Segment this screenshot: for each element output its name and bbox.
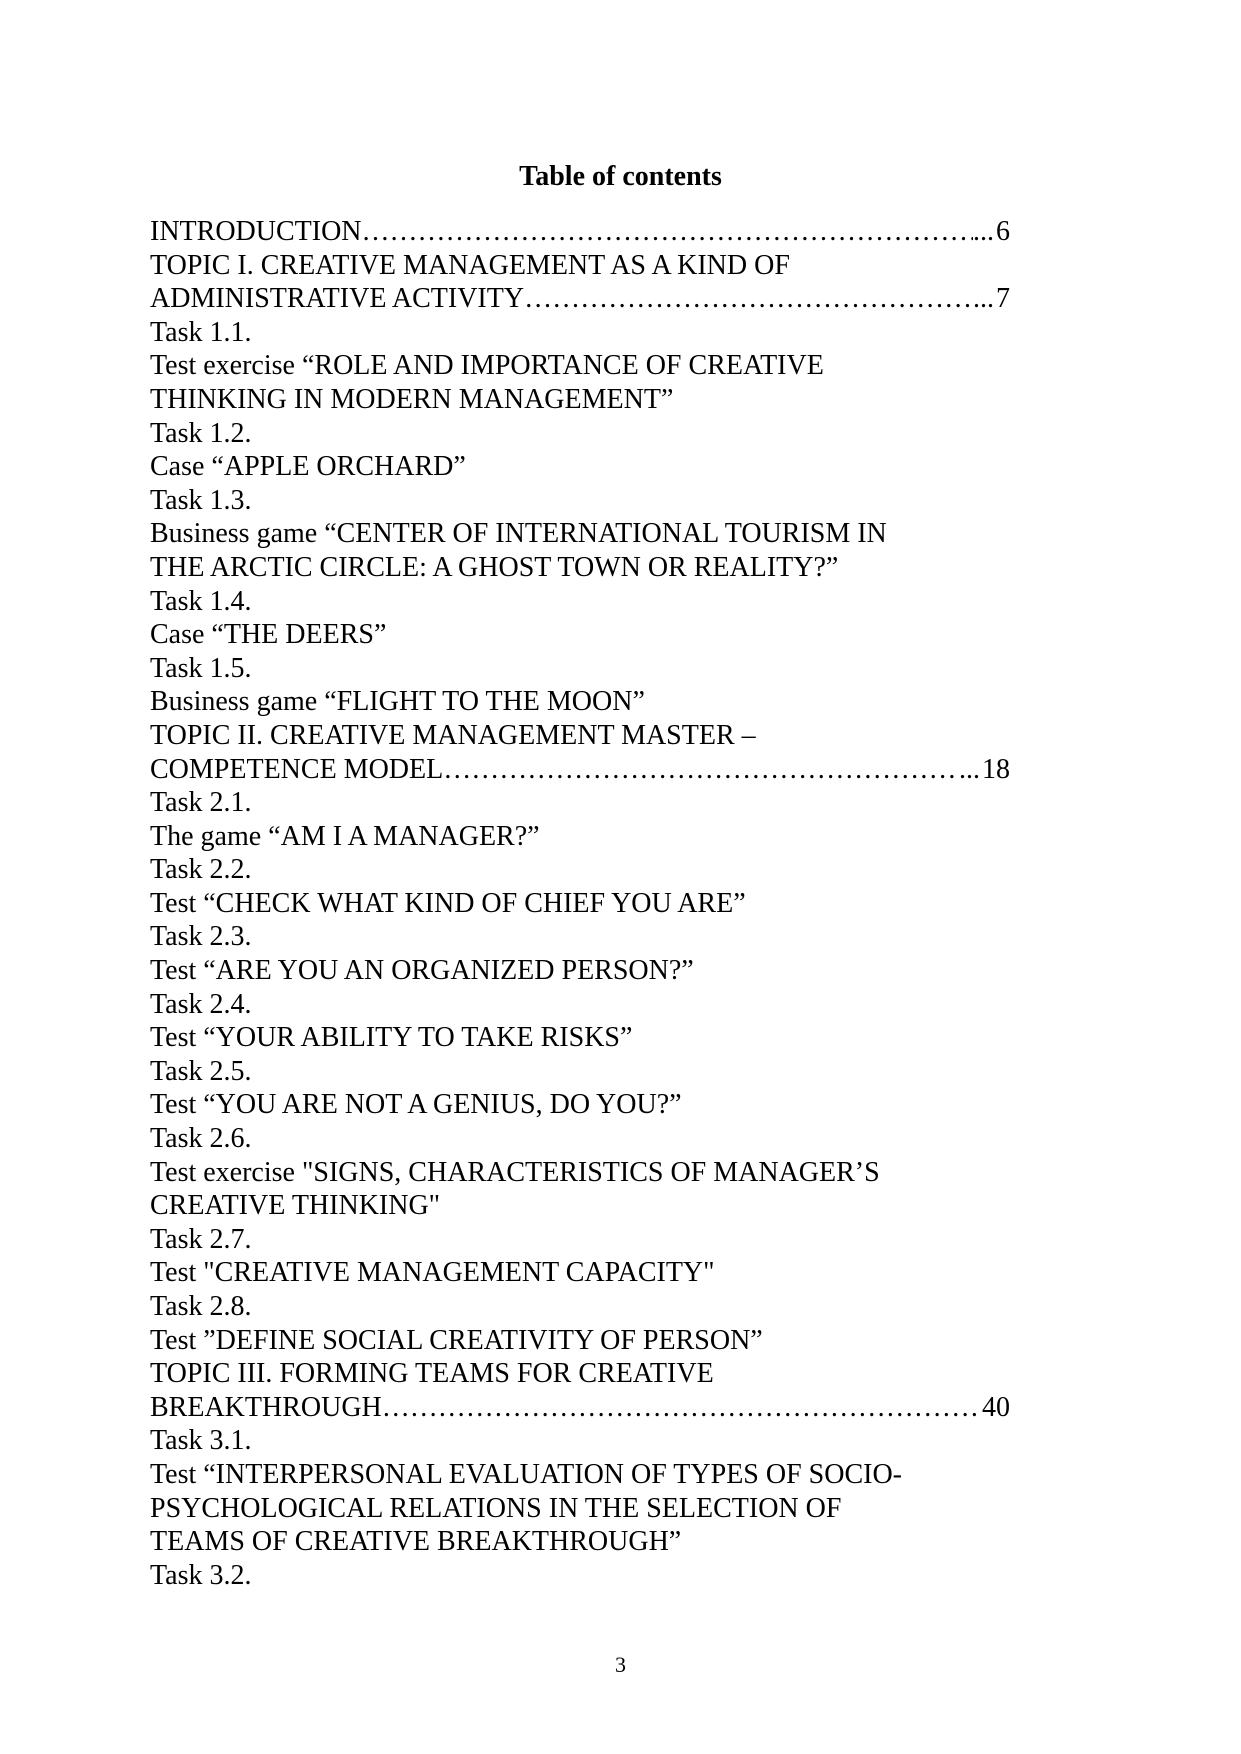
toc-line: Task 1.5.: [150, 652, 252, 684]
toc-line: Test “YOU ARE NOT A GENIUS, DO YOU?”: [150, 1089, 682, 1121]
toc-line: Task 1.2.: [150, 417, 252, 449]
toc-line: CREATIVE THINKING": [150, 1190, 441, 1222]
toc-entry-text: COMPETENCE MODEL: [150, 753, 444, 785]
dot-leader: [382, 1391, 980, 1425]
toc-line: The game “AM I A MANAGER?”: [150, 820, 540, 852]
toc-line: TOPIC II. CREATIVE MANAGEMENT MASTER –: [150, 719, 756, 751]
toc-line: Task 2.8.: [150, 1291, 252, 1322]
leader-end: ...: [973, 283, 994, 315]
toc-line: Task 2.3.: [150, 921, 252, 953]
toc-line: Test exercise “ROLE AND IMPORTANCE OF CREATIVE: [150, 350, 824, 382]
toc-page-number: 6: [996, 216, 1010, 247]
toc-page-number: 40: [982, 1391, 1010, 1423]
toc-line: Task 2.5.: [150, 1055, 252, 1087]
toc-line: PSYCHOLOGICAL RELATIONS IN THE SELECTION OF: [150, 1492, 842, 1524]
toc-page-number: 18: [982, 753, 1010, 785]
dot-leader: [362, 215, 973, 249]
toc-line: Test ”DEFINE SOCIAL CREATIVITY OF PERSON”: [150, 1324, 763, 1356]
toc-entry: [150, 753, 1010, 787]
toc-line: Test exercise "SIGNS, CHARACTERISTICS OF MANAGER’S: [150, 1156, 880, 1188]
leader-end: ...: [959, 753, 980, 785]
toc-entry: [150, 282, 1010, 316]
toc-entry-text: INTRODUCTION: [150, 216, 362, 247]
toc-entry-text: ADMINISTRATIVE ACTIVITY: [150, 283, 525, 315]
toc-entry: [150, 215, 1010, 249]
toc-page-number: 7: [996, 283, 1010, 315]
toc-line: Test “CHECK WHAT KIND OF CHIEF YOU ARE”: [150, 887, 746, 919]
toc-entry-text: BREAKTHROUGH: [150, 1391, 382, 1423]
toc-line: Case “THE DEERS”: [150, 619, 387, 651]
toc-line: THINKING IN MODERN MANAGEMENT”: [150, 383, 674, 415]
toc-line: Task 1.4.: [150, 585, 252, 617]
toc-line: Task 1.3.: [150, 484, 252, 516]
toc-line: Task 2.4.: [150, 988, 252, 1020]
table-of-contents: [150, 215, 1010, 1592]
dot-leader: [524, 282, 973, 316]
page-title: Table of contents: [519, 161, 722, 192]
toc-line: Task 3.2.: [150, 1559, 252, 1591]
toc-line: Task 2.7.: [150, 1223, 252, 1255]
toc-line: TOPIC I. CREATIVE MANAGEMENT AS A KIND OF: [150, 249, 790, 281]
dot-leader: [443, 753, 959, 787]
toc-line: Business game “FLIGHT TO THE MOON”: [150, 686, 645, 718]
toc-line: Task 2.1.: [150, 787, 252, 819]
toc-line: Test "CREATIVE MANAGEMENT CAPACITY": [150, 1257, 715, 1289]
toc-line: Test “YOUR ABILITY TO TAKE RISKS”: [150, 1022, 633, 1054]
toc-line: Task 1.1.: [150, 316, 252, 348]
toc-line: Task 2.6.: [150, 1123, 252, 1155]
toc-line: Test “ARE YOU AN ORGANIZED PERSON?”: [150, 955, 694, 987]
toc-line: Task 2.2.: [150, 854, 252, 886]
toc-line: Task 3.1.: [150, 1425, 252, 1457]
toc-line: TOPIC III. FORMING TEAMS FOR CREATIVE: [150, 1358, 714, 1390]
leader-end: ...: [973, 216, 994, 247]
toc-line: TEAMS OF CREATIVE BREAKTHROUGH”: [150, 1526, 682, 1558]
toc-line: Test “INTERPERSONAL EVALUATION OF TYPES OF SOCIO-: [150, 1458, 902, 1490]
toc-line: Case “APPLE ORCHARD”: [150, 451, 466, 483]
page-number: 3: [615, 1652, 626, 1677]
toc-line: THE ARCTIC CIRCLE: A GHOST TOWN OR REALITY?”: [150, 551, 839, 583]
toc-line: Business game “CENTER OF INTERNATIONAL TOURISM IN: [150, 518, 887, 550]
toc-entry: [150, 1391, 1010, 1425]
